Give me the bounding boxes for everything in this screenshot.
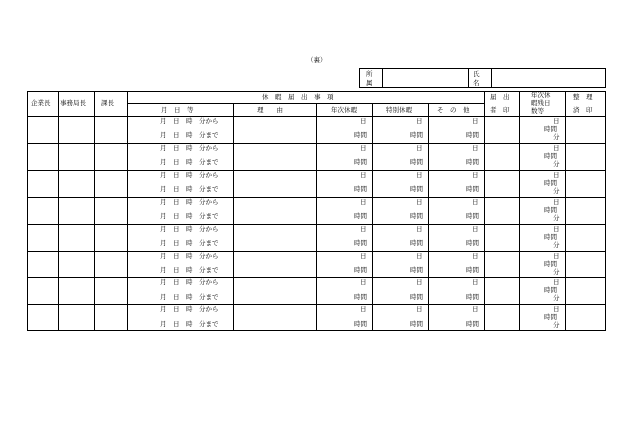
- secretary-seal-cell[interactable]: [59, 117, 93, 142]
- hour-unit-label: 時間: [466, 212, 479, 221]
- secretary-seal-cell[interactable]: [59, 252, 93, 277]
- leave-amount-cell[interactable]: [429, 252, 483, 277]
- day-unit-label: 日: [472, 251, 479, 260]
- hour-unit-label: 時間: [354, 239, 367, 248]
- remaining-label-3: 数等: [531, 107, 544, 115]
- leave-amount-cell[interactable]: [373, 117, 427, 142]
- remaining-day-label: 日: [553, 170, 560, 179]
- remaining-hour-label: 時間: [544, 286, 557, 295]
- date-until-label: 月 日 時 分まで: [160, 212, 219, 221]
- reason-cell[interactable]: [234, 278, 315, 303]
- day-unit-label: 日: [416, 197, 423, 206]
- processed-seal-cell[interactable]: [566, 198, 605, 223]
- remaining-minute-label: 分: [553, 213, 560, 222]
- leave-amount-cell[interactable]: [317, 278, 371, 303]
- date-until-label: 月 日 時 分まで: [160, 158, 219, 167]
- processed-seal-cell[interactable]: [566, 117, 605, 142]
- remaining-day-label: 日: [553, 197, 560, 206]
- remaining-hour-label: 時間: [544, 259, 557, 268]
- applicant-seal-cell[interactable]: [485, 278, 518, 303]
- remaining-minute-label: 分: [553, 321, 560, 330]
- day-unit-label: 日: [416, 170, 423, 179]
- chief-seal-cell[interactable]: [95, 252, 126, 277]
- day-unit-label: 日: [360, 117, 367, 125]
- leave-amount-cell[interactable]: [317, 198, 371, 223]
- remaining-day-label: 日: [553, 278, 560, 287]
- leave-amount-cell[interactable]: [317, 144, 371, 169]
- chief-seal-cell[interactable]: [95, 278, 126, 303]
- leave-amount-cell[interactable]: [317, 252, 371, 277]
- hour-unit-label: 時間: [410, 185, 423, 194]
- hour-unit-label: 時間: [466, 158, 479, 167]
- remaining-day-label: 日: [553, 251, 560, 260]
- secretary-seal-cell[interactable]: [59, 171, 93, 196]
- remaining-minute-label: 分: [553, 267, 560, 276]
- applicant-seal-label-bottom: 者 印: [490, 106, 510, 114]
- hour-unit-label: 時間: [354, 319, 367, 328]
- leave-amount-cell[interactable]: [429, 225, 483, 250]
- applicant-seal-cell[interactable]: [485, 171, 518, 196]
- leave-amount-cell[interactable]: [429, 117, 483, 142]
- chief-seal-cell[interactable]: [95, 305, 126, 330]
- day-unit-label: 日: [416, 251, 423, 260]
- reason-cell[interactable]: [234, 252, 315, 277]
- day-unit-label: 日: [472, 117, 479, 125]
- date-from-label: 月 日 時 分から: [160, 143, 219, 152]
- date-from-label: 月 日 時 分から: [160, 224, 219, 233]
- hour-unit-label: 時間: [466, 131, 479, 140]
- ceo-seal-cell[interactable]: [28, 252, 57, 277]
- remaining-day-label: 日: [553, 143, 560, 152]
- remaining-hour-label: 時間: [544, 125, 557, 133]
- hour-unit-label: 時間: [466, 239, 479, 248]
- remaining-label-1: 年次休: [531, 91, 551, 99]
- secretary-seal-cell[interactable]: [59, 144, 93, 169]
- secretary-seal-cell[interactable]: [59, 198, 93, 223]
- hour-unit-label: 時間: [410, 212, 423, 221]
- column-other: そ の 他: [437, 106, 470, 114]
- remaining-minute-label: 分: [553, 294, 560, 303]
- reason-cell[interactable]: [234, 117, 315, 142]
- secretary-seal-cell[interactable]: [59, 305, 93, 330]
- date-from-label: 月 日 時 分から: [160, 197, 219, 206]
- reason-cell[interactable]: [234, 225, 315, 250]
- hour-unit-label: 時間: [410, 265, 423, 274]
- remaining-day-label: 日: [553, 117, 560, 125]
- day-unit-label: 日: [416, 278, 423, 287]
- hour-unit-label: 時間: [354, 131, 367, 140]
- leave-amount-cell[interactable]: [373, 171, 427, 196]
- day-unit-label: 日: [360, 170, 367, 179]
- leave-amount-cell[interactable]: [317, 117, 371, 142]
- applicant-seal-cell[interactable]: [485, 198, 518, 223]
- remaining-minute-label: 分: [553, 240, 560, 249]
- applicant-seal-cell[interactable]: [485, 305, 518, 330]
- section-title: 休 暇 届 出 事 項: [262, 93, 334, 101]
- day-unit-label: 日: [360, 251, 367, 260]
- column-annual-leave: 年次休暇: [331, 106, 357, 114]
- processed-seal-cell[interactable]: [566, 252, 605, 277]
- date-from-label: 月 日 時 分から: [160, 251, 219, 260]
- leave-amount-cell[interactable]: [429, 144, 483, 169]
- column-reason: 理 由: [257, 106, 283, 114]
- leave-amount-cell[interactable]: [429, 305, 483, 330]
- leave-amount-cell[interactable]: [429, 278, 483, 303]
- name-label-top: 氏: [473, 70, 480, 78]
- page-label: （裏）: [307, 56, 327, 64]
- day-unit-label: 日: [360, 224, 367, 233]
- hour-unit-label: 時間: [466, 292, 479, 301]
- processed-seal-cell[interactable]: [566, 144, 605, 169]
- leave-amount-cell[interactable]: [373, 305, 427, 330]
- day-unit-label: 日: [472, 170, 479, 179]
- date-until-label: 月 日 時 分まで: [160, 131, 219, 140]
- leave-amount-cell[interactable]: [429, 198, 483, 223]
- date-from-label: 月 日 時 分から: [160, 278, 219, 287]
- leave-amount-cell[interactable]: [373, 144, 427, 169]
- applicant-seal-label-top: 届 出: [490, 93, 510, 101]
- remaining-day-label: 日: [553, 305, 560, 314]
- affiliation-label-bottom: 属: [366, 79, 373, 87]
- ceo-seal-cell[interactable]: [28, 117, 57, 142]
- remaining-minute-label: 分: [553, 186, 560, 195]
- remaining-hour-label: 時間: [544, 205, 557, 214]
- hour-unit-label: 時間: [466, 185, 479, 194]
- leave-amount-cell[interactable]: [317, 225, 371, 250]
- chief-seal-cell[interactable]: [95, 171, 126, 196]
- reason-cell[interactable]: [234, 305, 315, 330]
- reason-cell[interactable]: [234, 144, 315, 169]
- hour-unit-label: 時間: [354, 265, 367, 274]
- day-unit-label: 日: [416, 224, 423, 233]
- date-from-label: 月 日 時 分から: [160, 170, 219, 179]
- leave-amount-cell[interactable]: [429, 171, 483, 196]
- day-unit-label: 日: [472, 224, 479, 233]
- name-label-bottom: 名: [473, 79, 480, 87]
- hour-unit-label: 時間: [410, 319, 423, 328]
- processed-seal-cell[interactable]: [566, 171, 605, 196]
- date-until-label: 月 日 時 分まで: [160, 239, 219, 248]
- remaining-day-label: 日: [553, 224, 560, 233]
- ceo-seal-cell[interactable]: [28, 171, 57, 196]
- chief-seal-cell[interactable]: [95, 144, 126, 169]
- remaining-minute-label: 分: [553, 159, 560, 168]
- hour-unit-label: 時間: [410, 131, 423, 140]
- day-unit-label: 日: [416, 117, 423, 125]
- date-from-label: 月 日 時 分から: [160, 117, 219, 125]
- approver-secretary-label: 事務局長: [60, 99, 86, 107]
- day-unit-label: 日: [360, 143, 367, 152]
- ceo-seal-cell[interactable]: [28, 225, 57, 250]
- remaining-hour-label: 時間: [544, 178, 557, 187]
- approver-ceo-label: 企業長: [31, 99, 51, 107]
- day-unit-label: 日: [472, 278, 479, 287]
- hour-unit-label: 時間: [410, 292, 423, 301]
- name-field[interactable]: [492, 69, 605, 87]
- applicant-seal-cell[interactable]: [485, 252, 518, 277]
- day-unit-label: 日: [472, 197, 479, 206]
- remaining-minute-label: 分: [553, 133, 560, 141]
- date-until-label: 月 日 時 分まで: [160, 319, 219, 328]
- chief-seal-cell[interactable]: [95, 117, 126, 142]
- day-unit-label: 日: [472, 143, 479, 152]
- applicant-seal-cell[interactable]: [485, 144, 518, 169]
- processed-seal-label-top: 整 理: [573, 93, 593, 101]
- hour-unit-label: 時間: [354, 158, 367, 167]
- remaining-label-2: 暇残日: [531, 99, 551, 107]
- hour-unit-label: 時間: [466, 319, 479, 328]
- ceo-seal-cell[interactable]: [28, 144, 57, 169]
- leave-amount-cell[interactable]: [373, 225, 427, 250]
- secretary-seal-cell[interactable]: [59, 278, 93, 303]
- processed-seal-cell[interactable]: [566, 225, 605, 250]
- reason-cell[interactable]: [234, 198, 315, 223]
- processed-seal-cell[interactable]: [566, 278, 605, 303]
- leave-amount-cell[interactable]: [373, 198, 427, 223]
- date-from-label: 月 日 時 分から: [160, 305, 219, 314]
- day-unit-label: 日: [360, 197, 367, 206]
- hour-unit-label: 時間: [354, 212, 367, 221]
- day-unit-label: 日: [360, 305, 367, 314]
- leave-amount-cell[interactable]: [317, 171, 371, 196]
- day-unit-label: 日: [416, 305, 423, 314]
- reason-cell[interactable]: [234, 171, 315, 196]
- applicant-seal-cell[interactable]: [485, 225, 518, 250]
- secretary-seal-cell[interactable]: [59, 225, 93, 250]
- remaining-hour-label: 時間: [544, 232, 557, 241]
- ceo-seal-cell[interactable]: [28, 198, 57, 223]
- remaining-hour-label: 時間: [544, 151, 557, 160]
- day-unit-label: 日: [360, 278, 367, 287]
- ceo-seal-cell[interactable]: [28, 278, 57, 303]
- hour-unit-label: 時間: [354, 185, 367, 194]
- processed-seal-label-bottom: 済 印: [573, 106, 593, 114]
- chief-seal-cell[interactable]: [95, 225, 126, 250]
- hour-unit-label: 時間: [354, 292, 367, 301]
- leave-amount-cell[interactable]: [317, 305, 371, 330]
- affiliation-label-top: 所: [366, 70, 373, 78]
- remaining-hour-label: 時間: [544, 313, 557, 322]
- date-until-label: 月 日 時 分まで: [160, 265, 219, 274]
- hour-unit-label: 時間: [410, 158, 423, 167]
- column-date: 月 日 等: [161, 106, 194, 114]
- day-unit-label: 日: [472, 305, 479, 314]
- affiliation-field[interactable]: [383, 69, 467, 87]
- ceo-seal-cell[interactable]: [28, 305, 57, 330]
- applicant-seal-cell[interactable]: [485, 117, 518, 142]
- chief-seal-cell[interactable]: [95, 198, 126, 223]
- processed-seal-cell[interactable]: [566, 305, 605, 330]
- column-special-leave: 特別休暇: [386, 106, 412, 114]
- hour-unit-label: 時間: [410, 239, 423, 248]
- day-unit-label: 日: [416, 143, 423, 152]
- hour-unit-label: 時間: [466, 265, 479, 274]
- leave-amount-cell[interactable]: [373, 278, 427, 303]
- date-until-label: 月 日 時 分まで: [160, 185, 219, 194]
- date-until-label: 月 日 時 分まで: [160, 292, 219, 301]
- approver-chief-label: 課長: [101, 99, 114, 107]
- leave-amount-cell[interactable]: [373, 252, 427, 277]
